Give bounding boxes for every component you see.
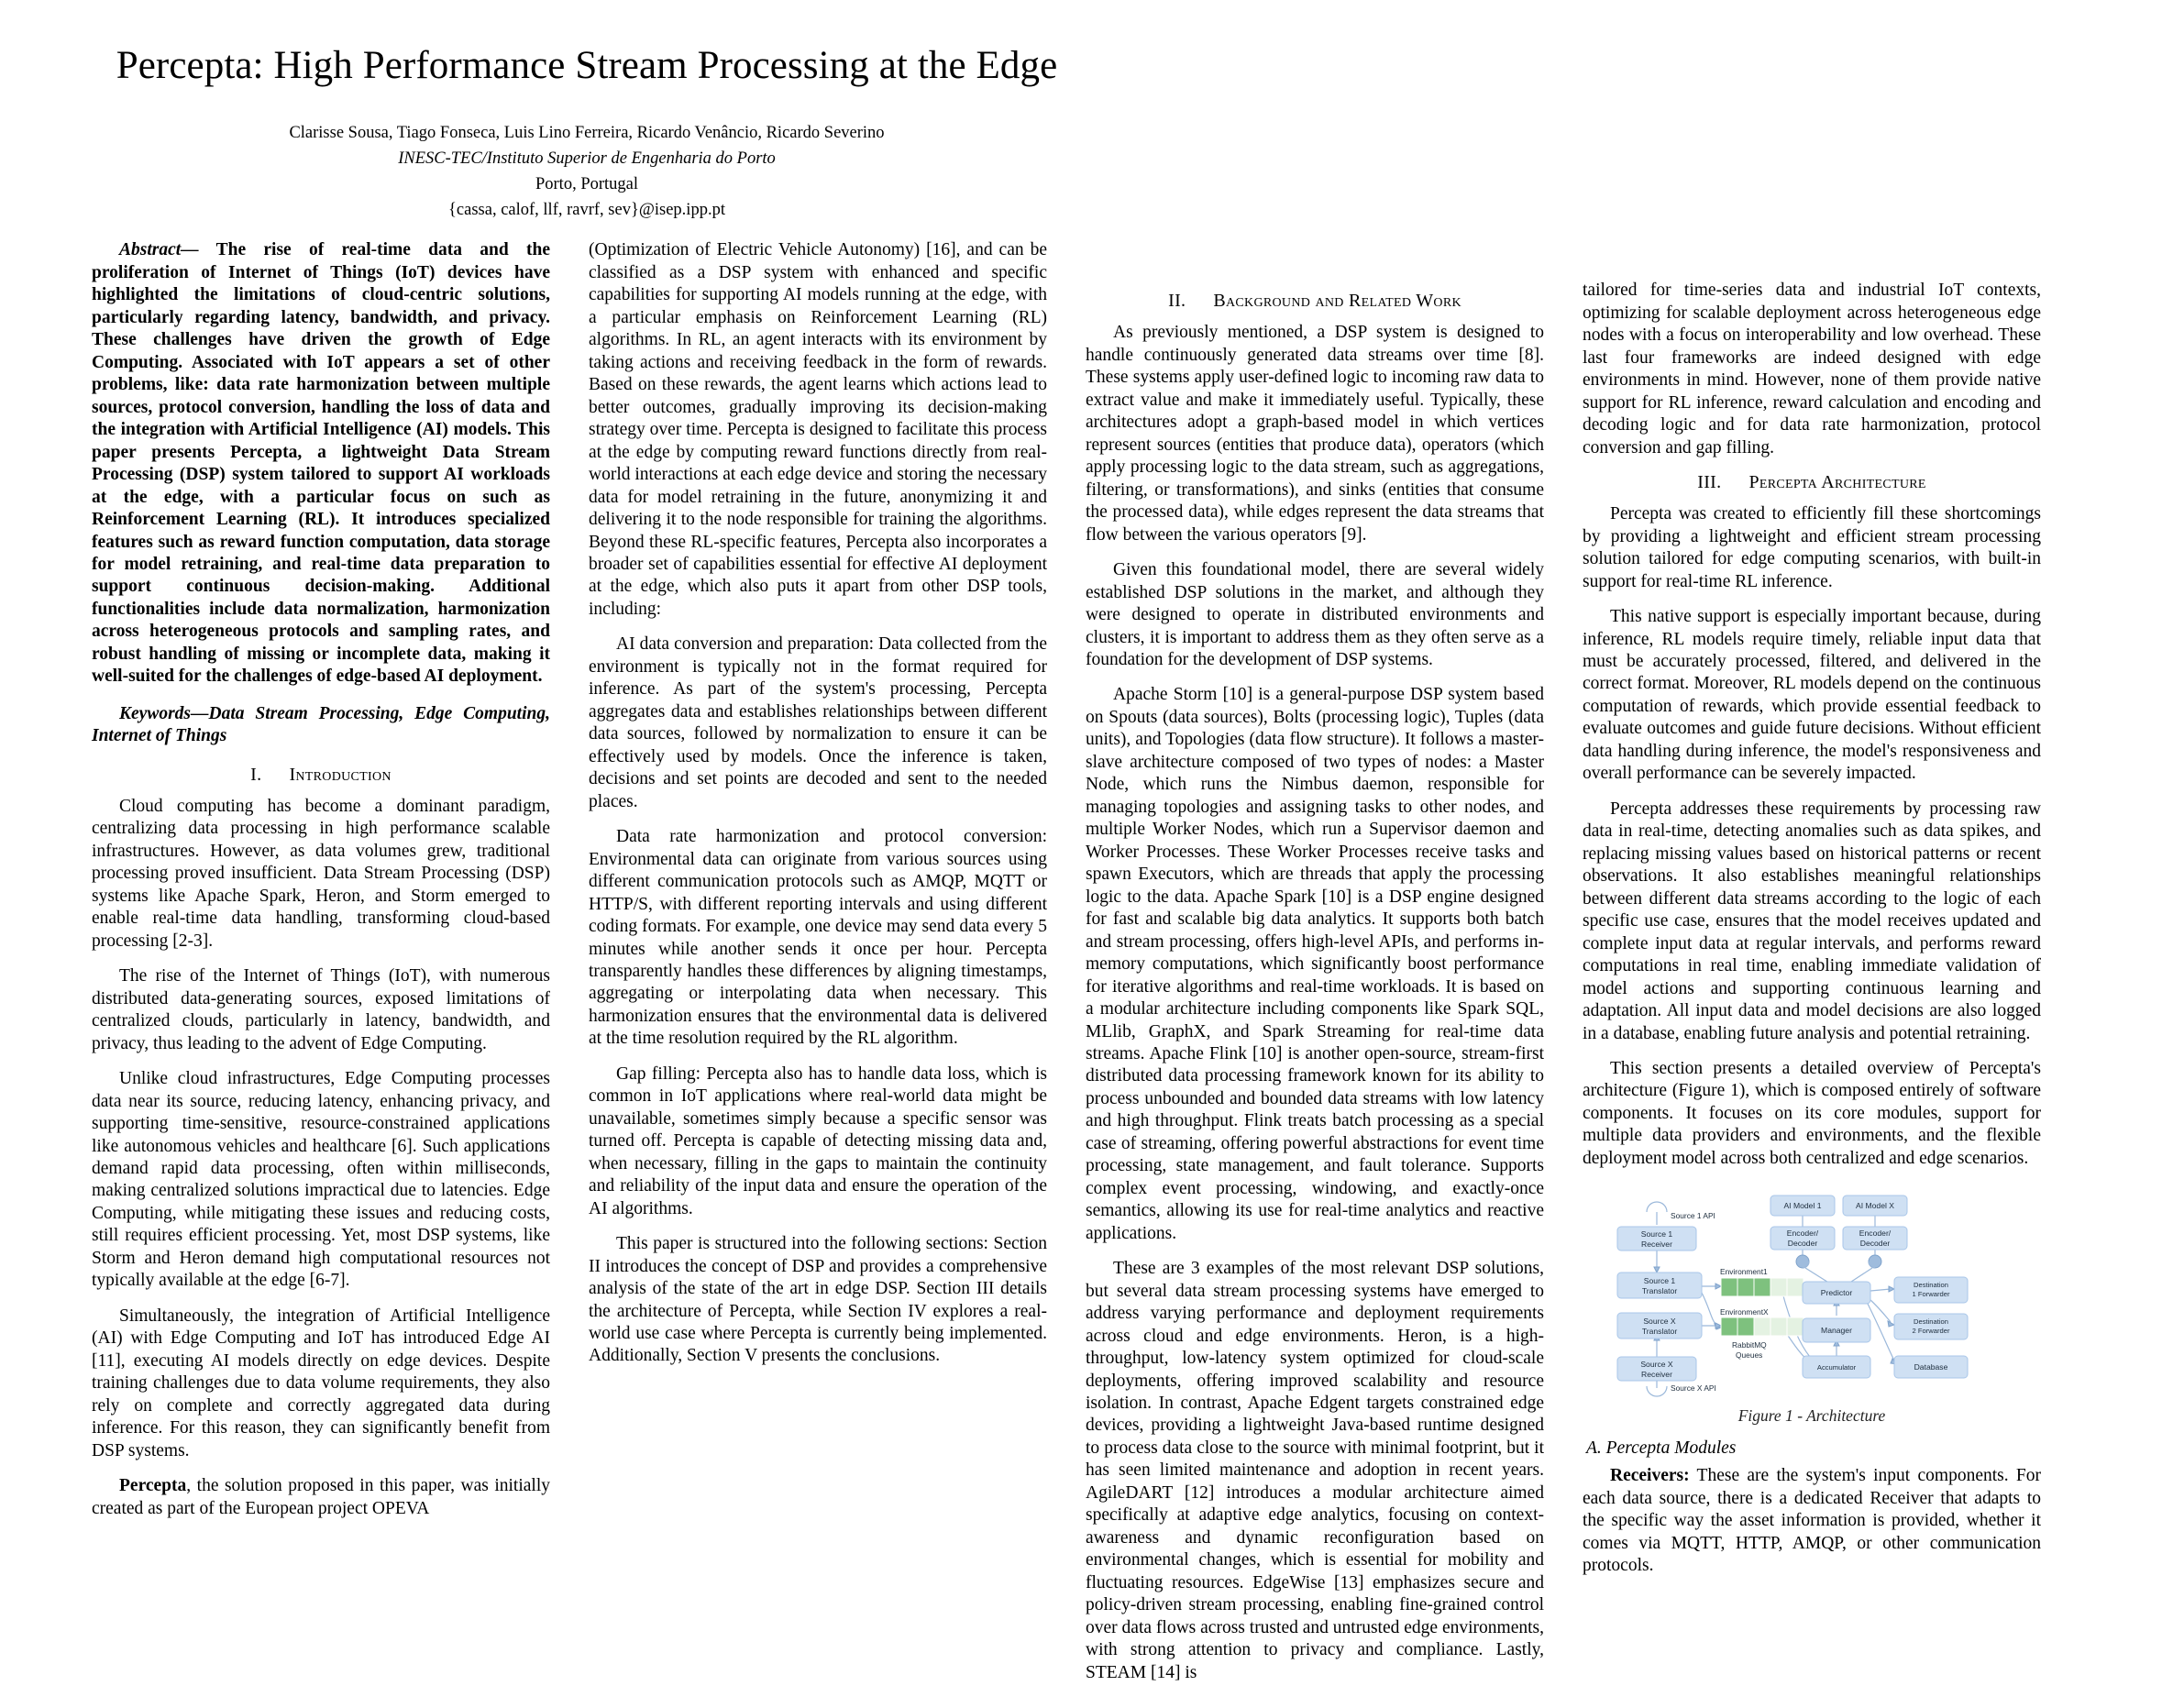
percepta-bold: Percepta <box>119 1476 187 1496</box>
svg-text:Receiver: Receiver <box>1641 1370 1672 1380</box>
paragraph: The rise of the Internet of Things (IoT), with numerous distributed data-generating sources, exposed limitations of centralized clouds, particularly in latency, bandwidth, and privacy, thus leading to the advent of Edge Computing. <box>92 966 550 1053</box>
architecture-diagram-svg <box>1583 1183 2041 1403</box>
svg-text:1 Forwarder: 1 Forwarder <box>1912 1290 1950 1299</box>
keywords-body: Data Stream Processing, Edge Computing, Internet of Things <box>92 703 550 746</box>
section-number: III. <box>1697 472 1722 493</box>
paragraph: tailored for time-series data and industrial IoT contexts, optimizing for scalable deployment across heterogeneous edge nodes with a focus on interoperability and low overhead. These last four frameworks are indeed designed with edge environments in mind. However, none of them provide native support for RL inference, reward calculation and encoding and decoding logic and for data rate harmonization, protocol conversion and gap filling. <box>1583 281 2041 457</box>
body-columns <box>92 239 2092 1697</box>
label-environmentx: EnvironmentX <box>1720 1307 1769 1317</box>
node-accumulator <box>1803 1356 1870 1378</box>
paragraph: These are 3 examples of the most relevant DSP solutions, but several data stream processing systems have emerged to address varying performance and deployment requirements across cloud and edge environments. Heron, is a high-throughput, low-latency system optimized for cloud-scale deployments, offering improved scalability and resource isolation. In contrast, Apache Edgent targets constrained edge devices, providing a lightweight Java-based runtime designed to process data close to the source with minimal footprint, but it has seen limited maintenance and adoption in recent years. AgileDART [12] introduces a modular architecture aimed specifically at adaptive edge analytics, focusing on context-awareness and dynamic reconfiguration based on environmental changes, which is essential for mobility and fluctuating resources. EdgeWise [13] emphasizes secure and policy-driven stream processing, enabling fine-grained control over data flows across trusted and untrusted edge environments, with strong attention to privacy and compliance. Lastly, STEAM [14] is <box>1086 1259 1544 1682</box>
location: Porto, Portugal <box>535 174 639 193</box>
node-ai-model-x <box>1843 1196 1907 1216</box>
author-emails: {cassa, calof, llf, ravrf, sev}@isep.ipp.pt <box>448 200 725 219</box>
column-spacer <box>1086 239 1544 280</box>
paragraph-rest: , the solution proposed in this paper, was initially created as part of the European project OPEVA <box>92 1476 550 1518</box>
svg-text:Source X: Source X <box>1643 1317 1676 1327</box>
svg-text:Source X: Source X <box>1640 1360 1673 1370</box>
section-title: Percepta Architecture <box>1748 472 1926 493</box>
node-ai-model-1 <box>1770 1196 1835 1216</box>
section-title: Introduction <box>289 764 392 785</box>
svg-text:Decoder: Decoder <box>1859 1239 1891 1249</box>
paragraph-rest: These are the system's input components. For each data source, there is a dedicated Receiver that adapts to the specific way the asset information is provided, whether it comes via MQTT, HTTP, AMQP, or other communication protocols. <box>1583 1466 2041 1576</box>
paragraph: Unlike cloud infrastructures, Edge Computing processes data near its source, reducing latency, enhancing privacy, and supporting time-sensitive, resource-constrained applications like autonomous vehicles and healthcare [6]. Such applications demand rapid data processing, often within milliseconds, making centralized solutions impractical due to latencies. Edge Computing, while mitigating these issues and reducing costs, still requires efficient processing. Yet, most DSP systems, like Storm and Heron demand high computational resources not typically available at the edge [6-7]. <box>92 1069 550 1291</box>
receivers-bold: Receivers: <box>1610 1466 1690 1486</box>
arrow-predictor-destination2 <box>1888 1321 1894 1327</box>
section-heading-architecture <box>1583 472 2041 493</box>
svg-text:Database: Database <box>1914 1362 1948 1372</box>
abstract-label: Abstract— <box>119 240 199 260</box>
svg-text:AI Model 1: AI Model 1 <box>1783 1201 1822 1211</box>
keywords-label: Keywords— <box>119 703 209 723</box>
section-number: I. <box>250 764 262 785</box>
paragraph: This paper is structured into the following sections: Section II introduces the concept of DSP and provides a comprehensive analysis of the state of the art in edge DSP. Section III details the architecture of Percepta, while Section IV explores a real-world use case where Percepta is currently being implemented. Additionally, Section V presents the conclusions. <box>589 1234 1047 1366</box>
figure-architecture <box>1583 1183 2041 1426</box>
paragraph: Percepta addresses these requirements by processing raw data in real-time, detecting anomalies such as data spikes, and replacing missing values based on historical patterns or recent observations. It also establishes meaningful relationships between different data streams according to the logic of each specific use case, ensures that the model receives updated and complete input data at regular intervals, and performs reward computations in real time, enabling immediate validation of model actions and supporting continuous learning and adaptation. All input data and model decisions are also logged in a database, enabling future analysis and potential retraining. <box>1583 799 2041 1043</box>
column-1 <box>92 239 550 1533</box>
column-spacer <box>1583 239 2041 280</box>
section-heading-background <box>1086 291 1544 312</box>
section-number: II. <box>1168 291 1186 312</box>
subsection-heading-modules: A. Percepta Modules <box>1586 1438 1737 1459</box>
svg-text:Source 1: Source 1 <box>1640 1229 1673 1240</box>
svg-text:Source 1: Source 1 <box>1643 1276 1676 1286</box>
paragraph: Simultaneously, the integration of Artificial Intelligence (AI) with Edge Computing and IoT has introduced Edge AI [11], executing AI models directly on edge devices. Despite training challenges due to data volume requirements, they also rely on complete and correctly aggregated data during inference. For this reason, they can significantly benefit from DSP systems. <box>92 1306 550 1460</box>
svg-text:Encoder/: Encoder/ <box>1859 1229 1892 1239</box>
title-block <box>92 42 1082 223</box>
arrow-receiver1-translator1 <box>1654 1267 1660 1273</box>
svg-text:Receiver: Receiver <box>1641 1240 1672 1250</box>
svg-text:Destination: Destination <box>1914 1317 1948 1327</box>
node-source-x-receiver <box>1617 1357 1696 1381</box>
arrow-translator1-queue1 <box>1715 1284 1721 1289</box>
node-destination-2-forwarder <box>1894 1314 1968 1339</box>
svg-text:2 Forwarder: 2 Forwarder <box>1912 1327 1950 1336</box>
paragraph <box>1583 1465 2041 1577</box>
node-database <box>1894 1356 1968 1378</box>
svg-text:Manager: Manager <box>1821 1326 1852 1336</box>
page-title: Percepta: High Performance Stream Processing at the Edge <box>116 44 1058 87</box>
node-source-1-receiver <box>1617 1227 1696 1251</box>
section-title: Background and Related Work <box>1213 291 1462 312</box>
link-predictor-destination2 <box>1869 1298 1891 1322</box>
abstract-paragraph <box>92 239 550 688</box>
column-2 <box>589 239 1047 1381</box>
paragraph: Gap filling: Percepta also has to handle data loss, which is common in IoT applications where real-world data might be unavailable, sometimes simply because a specific sensor was turned off. Percepta is capable of detecting missing data and, when necessary, filling in the gaps to maintain the continuity and reliability of the input data and ensure the operation of the AI algorithms. <box>589 1063 1047 1218</box>
keywords-paragraph <box>92 703 550 748</box>
paragraph: Cloud computing has become a dominant paradigm, centralizing data processing in high performance scalable infrastructures. However, as data volumes grew, traditional processing proved insufficient. Data Stream Processing (DSP) systems like Apache Spark, Heron, and Storm emerged to enable real-time data handling, transforming cloud-based processing [2-3]. <box>92 796 550 951</box>
node-encoder-decoder-1 <box>1770 1227 1835 1250</box>
paragraph: Apache Storm [10] is a general-purpose DSP system based on Spouts (data sources), Bolts (processing logic), Tuples (data units), and Topologies (data flow structure). It follows a master-slave architecture composed of two types of nodes: a Master Node, which runs the Nimbus daemon, responsible for managing topologies and assigning tasks to other nodes, and multiple Worker Nodes, which run a Supervisor daemon and Worker Processes. These Worker Processes receive tasks and spawn Executors, which are threads that apply the processing logic to the data. Apache Spark [10] is a DSP engine designed for fast and scalable big data analytics. It supports both batch and stream processing, offers high-level APIs, and performs in-memory computations, which significantly boost performance for iterative algorithms and real-time workloads. It is based on a modular architecture including components like Spark SQL, MLlib, GraphX, and Spark Streaming for real-time data streams. Apache Flink [10] is another open-source, stream-first distributed data processing framework known for its ability to process unbounded and bounded data streams with low latency and high throughput. Flink treats batch processing as a special case of streaming, offering powerful abstractions for event time processing, state management, and fault tolerance. Supports complex event processing, windowing, and exactly-once semantics, allowing its use for real-time analytics and reactive applications. <box>1086 685 1544 1243</box>
source-1-api-hook <box>1647 1202 1667 1212</box>
paragraph: Percepta was created to efficiently fill these shortcomings by providing a lightweight and efficient stream processing solution tailored for edge computing scenarios, with built-in support for real-time RL inference. <box>1583 504 2041 591</box>
label-environment1: Environment1 <box>1720 1267 1768 1277</box>
paragraph: This section presents a detailed overview of Percepta's architecture (Figure 1), which is composed entirely of software components. It focuses on its core modules, support for multiple data providers and environments, and the flexible deployment model across both centralized and edge scenarios. <box>1583 1058 2041 1168</box>
paragraph: Data rate harmonization and protocol conversion: Environmental data can originate from various sources using different communication protocols such as AMQP, MQTT or HTTP/S, with different reporting intervals and using different coding formats. For example, one device may send data every 5 minutes while another sends it once per hour. Percepta transparently handles these differences by aligning timestamps, aggregating or interpolating data when necessary. This harmonization ensures that the environmental data is delivered at the time resolution required by the RL algorithm. <box>589 827 1047 1049</box>
author-list: Clarisse Sousa, Tiago Fonseca, Luis Lino Ferreira, Ricardo Venâncio, Ricardo Severino <box>289 124 885 143</box>
svg-text:Encoder/: Encoder/ <box>1786 1229 1819 1239</box>
paragraph: Given this foundational model, there are several widely established DSP solutions in the market, and although they were designed to operate in distributed environments and clusters, it is important to address them as they often serve as a foundation for the development of DSP systems. <box>1086 560 1544 670</box>
arrow-predictor-destination1 <box>1889 1286 1894 1292</box>
link-port1-predictor <box>1805 1268 1830 1284</box>
node-source-1-translator <box>1617 1273 1702 1298</box>
label-source-x-api: Source X API <box>1671 1383 1716 1394</box>
label-source-1-api: Source 1 API <box>1671 1211 1715 1221</box>
section-heading-introduction <box>92 765 550 786</box>
svg-text:Predictor: Predictor <box>1820 1288 1853 1298</box>
figure-caption: Figure 1 - Architecture <box>1737 1406 1886 1426</box>
queue-environment1 <box>1721 1278 1803 1296</box>
node-destination-1-forwarder <box>1894 1277 1968 1303</box>
link-portx-predictor <box>1848 1268 1872 1284</box>
label-queues: Queues <box>1736 1350 1763 1361</box>
paragraph: As previously mentioned, a DSP system is designed to handle continuously generated data streams over time [8]. These systems apply user-defined logic to incoming raw data to extract value and make it immediately useful. Typically, these architectures adopt a graph-based model in which vertices represent sources (entities that produce data), operators (which apply processing logic to the data stream, such as aggregations, filtering, or transformations), and sinks (entities that consume the processed data), while edges represent the data streams that flow between the various operators [9]. <box>1086 323 1544 545</box>
paragraph <box>92 1475 550 1520</box>
paragraph: AI data conversion and preparation: Data collected from the environment is typically not in the format required for inference. As part of the system's processing, Percepta aggregates data and establishes relationships between different data sources, followed by normalization to ensure it can be effectively used by models. Once the inference is taken, decisions and set points are decoded and sent to the needed places. <box>589 634 1047 811</box>
affiliation: INESC-TEC/Instituto Superior de Engenharia do Porto <box>398 149 776 169</box>
link-predictor-destination1 <box>1870 1289 1891 1291</box>
abstract-body: The rise of real-time data and the proliferation of Internet of Things (IoT) devices have highlighted the limitations of cloud-centric solutions, particularly regarding latency, bandwidth, and privacy. These challenges have driven the growth of Edge Computing. Associated with IoT appears a set of other problems, like: data rate harmonization between multiple sources, protocol conversion, handling the loss of data and the integration with Artificial Intelligence (AI) models. This paper presents Percepta, a lightweight Data Stream Processing (DSP) system tailored to support AI workloads at the edge, with a particular focus on such as Reinforcement Learning (RL). It introduces specialized features such as reward function computation, data storage for model retraining, and real-time data preparation to support continuous decision-making. Additional functionalities include data normalization, harmonization across heterogeneous protocols and sampling rates, and robust handling of missing or incomplete data, making it well-suited for the challenges of edge-based AI deployment. <box>92 240 550 687</box>
svg-text:Translator: Translator <box>1641 1286 1678 1296</box>
column-3 <box>1086 239 1544 1697</box>
paragraph: (Optimization of Electric Vehicle Autonomy) [16], and can be classified as a DSP system with enhanced and specific capabilities for supporting AI models running at the edge, with a particular emphasis on Reinforcement Learning (RL) algorithms. In RL, an agent interacts with its environment by taking actions and receiving feedback in the form of rewards. Based on these rewards, the agent learns which actions lead to better outcomes, gradually improving its decision-making strategy over time. Percepta is designed to facilitate this process at the edge by computing reward functions directly from real-world interactions at each edge device and storing the necessary data for model retraining in the future, anonymizing it and delivering it to the node responsible for training the algorithms. Beyond these RL-specific features, Percepta also incorporates a broader set of capabilities essential for effective AI deployment at the edge, which also puts it apart from other DSP tools, including: <box>589 240 1047 619</box>
svg-text:Translator: Translator <box>1641 1327 1678 1337</box>
node-predictor <box>1803 1282 1870 1304</box>
node-manager <box>1803 1318 1870 1342</box>
svg-text:Accumulator: Accumulator <box>1816 1363 1857 1372</box>
queue-environmentx <box>1721 1317 1803 1336</box>
paragraph: This native support is especially important because, during inference, RL models require timely, reliable input data that must be accurately processed, filtered, and delivered in the correct format. Moreover, RL models depend on the continuous computation of rewards, which provide essential feedback to evaluate outcomes and guide future decisions. Without efficient data handling during inference, the model's responsiveness and overall performance can be severely impacted. <box>1583 607 2041 784</box>
column-4 <box>1583 239 2041 1590</box>
label-rabbitmq: RabbitMQ <box>1732 1340 1767 1350</box>
node-source-x-translator <box>1617 1313 1702 1339</box>
link-translator1-queuex <box>1702 1293 1717 1326</box>
svg-text:Destination: Destination <box>1914 1281 1948 1290</box>
node-encoder-decoder-x <box>1843 1227 1907 1250</box>
svg-text:Decoder: Decoder <box>1787 1239 1818 1249</box>
svg-text:AI Model X: AI Model X <box>1855 1201 1895 1211</box>
